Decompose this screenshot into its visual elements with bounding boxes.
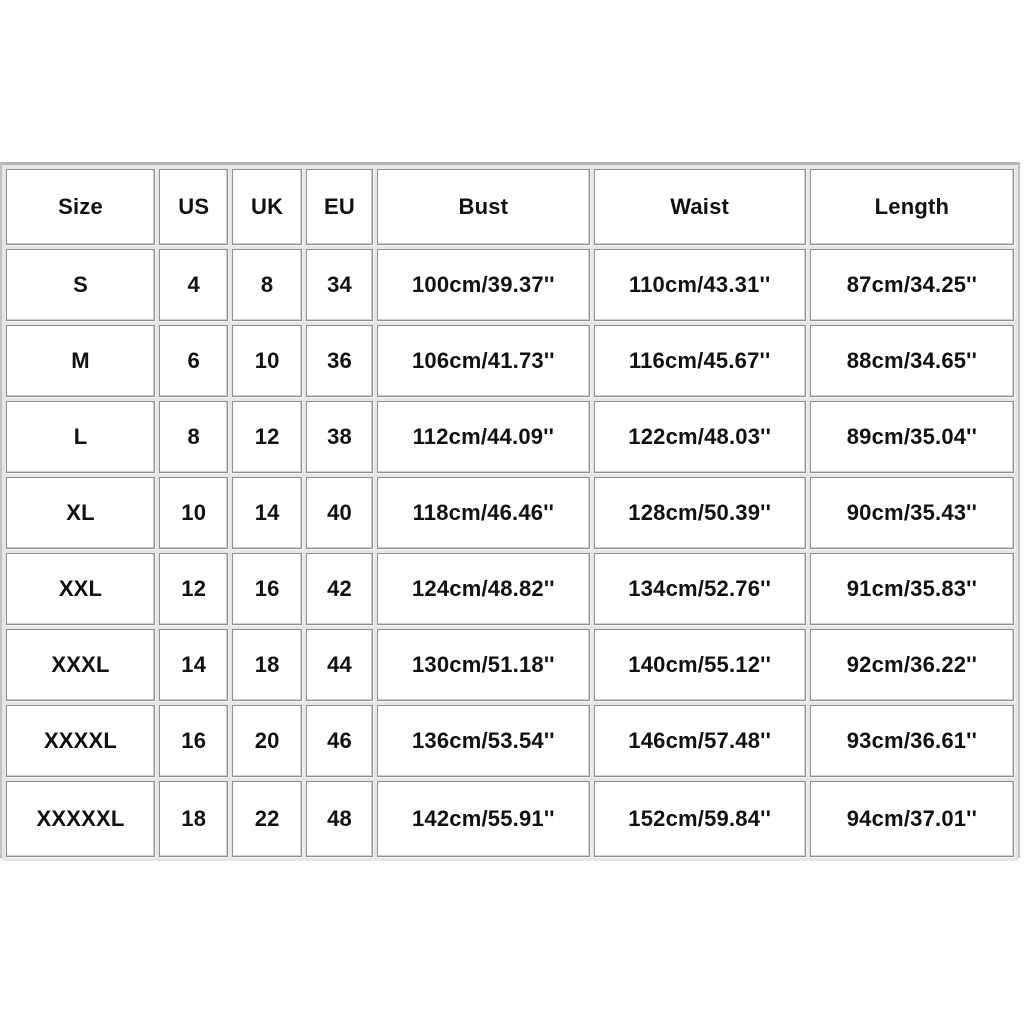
cell-eu: 40 bbox=[306, 477, 373, 549]
cell-waist: 116cm/45.67'' bbox=[594, 325, 806, 397]
header-row bbox=[6, 169, 1014, 245]
cell-us: 4 bbox=[159, 249, 228, 321]
cell-waist: 152cm/59.84'' bbox=[594, 781, 806, 857]
cell-length: 87cm/34.25'' bbox=[810, 249, 1014, 321]
cell-us: 6 bbox=[159, 325, 228, 397]
header-uk: UK bbox=[232, 169, 301, 245]
cell-uk: 22 bbox=[232, 781, 301, 857]
cell-size: M bbox=[6, 325, 155, 397]
cell-uk: 14 bbox=[232, 477, 301, 549]
cell-eu: 36 bbox=[306, 325, 373, 397]
cell-length: 88cm/34.65'' bbox=[810, 325, 1014, 397]
header-bust: Bust bbox=[377, 169, 589, 245]
header-us: US bbox=[159, 169, 228, 245]
cell-eu: 46 bbox=[306, 705, 373, 777]
cell-eu: 44 bbox=[306, 629, 373, 701]
header-size: Size bbox=[6, 169, 155, 245]
table-row bbox=[6, 249, 1014, 321]
cell-length: 91cm/35.83'' bbox=[810, 553, 1014, 625]
cell-uk: 12 bbox=[232, 401, 301, 473]
table-row bbox=[6, 401, 1014, 473]
cell-bust: 100cm/39.37'' bbox=[377, 249, 589, 321]
cell-uk: 16 bbox=[232, 553, 301, 625]
cell-us: 14 bbox=[159, 629, 228, 701]
cell-length: 89cm/35.04'' bbox=[810, 401, 1014, 473]
cell-length: 92cm/36.22'' bbox=[810, 629, 1014, 701]
size-chart bbox=[0, 162, 1020, 858]
table-row bbox=[6, 629, 1014, 701]
cell-us: 18 bbox=[159, 781, 228, 857]
cell-waist: 110cm/43.31'' bbox=[594, 249, 806, 321]
cell-us: 16 bbox=[159, 705, 228, 777]
cell-bust: 136cm/53.54'' bbox=[377, 705, 589, 777]
cell-waist: 140cm/55.12'' bbox=[594, 629, 806, 701]
cell-bust: 142cm/55.91'' bbox=[377, 781, 589, 857]
cell-eu: 48 bbox=[306, 781, 373, 857]
table-row bbox=[6, 325, 1014, 397]
cell-bust: 118cm/46.46'' bbox=[377, 477, 589, 549]
cell-uk: 18 bbox=[232, 629, 301, 701]
cell-waist: 146cm/57.48'' bbox=[594, 705, 806, 777]
cell-eu: 34 bbox=[306, 249, 373, 321]
cell-size: XXXL bbox=[6, 629, 155, 701]
cell-size: S bbox=[6, 249, 155, 321]
cell-eu: 38 bbox=[306, 401, 373, 473]
cell-uk: 20 bbox=[232, 705, 301, 777]
cell-uk: 10 bbox=[232, 325, 301, 397]
cell-bust: 130cm/51.18'' bbox=[377, 629, 589, 701]
cell-size: L bbox=[6, 401, 155, 473]
table-row bbox=[6, 781, 1014, 857]
header-length: Length bbox=[810, 169, 1014, 245]
cell-length: 90cm/35.43'' bbox=[810, 477, 1014, 549]
cell-length: 93cm/36.61'' bbox=[810, 705, 1014, 777]
table-row bbox=[6, 553, 1014, 625]
cell-size: XXXXXL bbox=[6, 781, 155, 857]
cell-uk: 8 bbox=[232, 249, 301, 321]
cell-bust: 112cm/44.09'' bbox=[377, 401, 589, 473]
cell-us: 8 bbox=[159, 401, 228, 473]
cell-us: 12 bbox=[159, 553, 228, 625]
cell-waist: 128cm/50.39'' bbox=[594, 477, 806, 549]
cell-bust: 124cm/48.82'' bbox=[377, 553, 589, 625]
cell-bust: 106cm/41.73'' bbox=[377, 325, 589, 397]
table-row bbox=[6, 705, 1014, 777]
cell-waist: 122cm/48.03'' bbox=[594, 401, 806, 473]
cell-size: XL bbox=[6, 477, 155, 549]
cell-size: XXL bbox=[6, 553, 155, 625]
cell-waist: 134cm/52.76'' bbox=[594, 553, 806, 625]
header-waist: Waist bbox=[594, 169, 806, 245]
cell-size: XXXXL bbox=[6, 705, 155, 777]
cell-eu: 42 bbox=[306, 553, 373, 625]
size-chart-table bbox=[2, 165, 1018, 861]
table-row bbox=[6, 477, 1014, 549]
cell-us: 10 bbox=[159, 477, 228, 549]
header-eu: EU bbox=[306, 169, 373, 245]
cell-length: 94cm/37.01'' bbox=[810, 781, 1014, 857]
